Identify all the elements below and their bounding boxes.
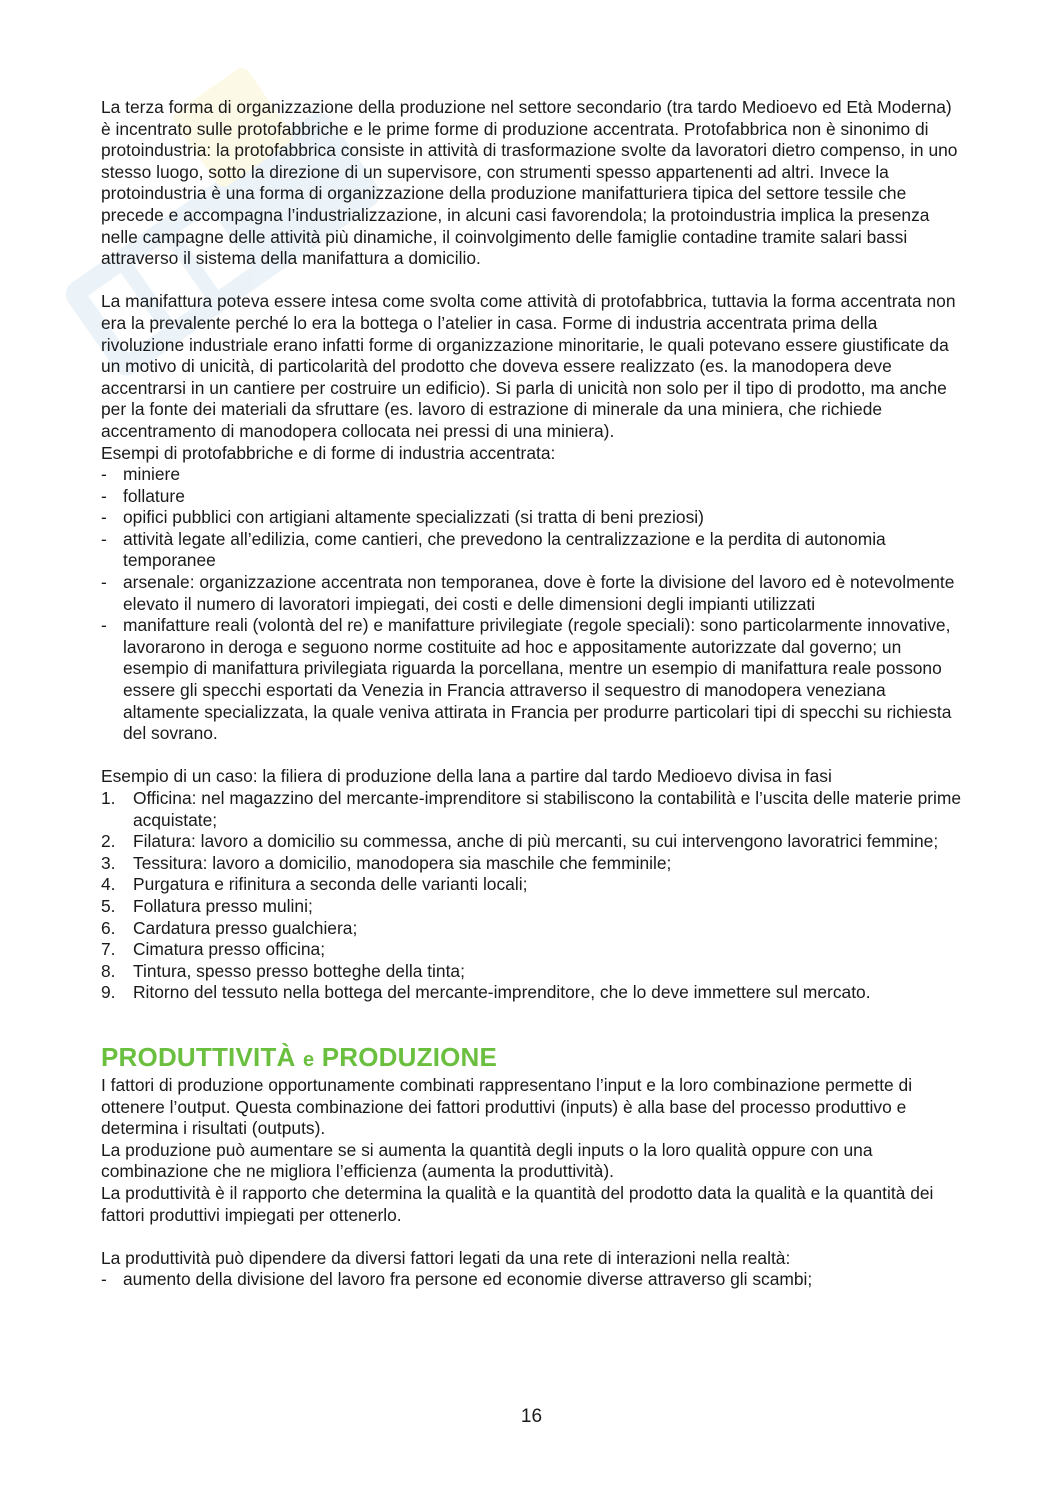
- list-item-text: Ritorno del tessuto nella bottega del mercante-imprenditore, che lo deve immettere sul mercato.: [133, 982, 871, 1003]
- list-item: - follature: [101, 486, 963, 508]
- list-number: 1.: [101, 788, 116, 808]
- paragraph-protofabbriche: La terza forma di organizzazione della produzione nel settore secondario (tra tardo Medioevo ed Età Moderna) è incentrato sulle protofabbriche e le prime forme di produzione accentrata. Protofabbrica non è sinonimo di protoindustria: la protofabbrica consiste in attività di trasformazione svolte da lavoratori dietro compenso, in uno stesso luogo, sotto la direzione di un supervisore, con strumenti spesso appartenenti ad altri. Invece la protoindustria è una forma di organizzazione della produzione manifatturiera tipica del settore tessile che precede e accompagna l’industrializzazione, in alcuni casi favorendola; la protoindustria implica la presenza nelle campagne delle attività più dinamiche, il coinvolgimento delle famiglie contadine tramite salari bassi attraverso il sistema della manifattura a domicilio.: [101, 97, 958, 269]
- list-item: [101, 853, 963, 875]
- paragraph-filiera-intro: Esempio di un caso: la filiera di produzione della lana a partire dal tardo Medioevo divisa in fasi: [101, 766, 832, 787]
- list-item: [101, 918, 963, 940]
- section-heading: [101, 1042, 963, 1075]
- list-number: 2.: [101, 831, 116, 852]
- list-number: 3.: [101, 852, 116, 873]
- section-heading-part: e: [302, 1048, 315, 1071]
- list-item: - arsenale: organizzazione accentrata non temporanea, dove è forte la divisione del lavoro ed è notevolmente elevato il numero di lavoratori impiegati, dei costi e delle dimensioni degli impianti utilizzati: [101, 572, 963, 615]
- page-number: 16: [520, 1406, 543, 1427]
- list-number: 4.: [101, 874, 116, 895]
- list-item-text: Filatura: lavoro a domicilio su commessa, anche di più mercanti, su cui intervengono lavoratrici femmine;: [133, 831, 939, 852]
- list-item-text: Cardatura presso gualchiera;: [133, 917, 358, 938]
- section-heading-part: PRODUTTIVITÀ: [101, 1041, 296, 1072]
- list-item: - miniere: [101, 464, 963, 486]
- fattori-list: [101, 1269, 963, 1291]
- list-number: 9.: [101, 982, 116, 1003]
- paragraph-fattori-intro: La produttività può dipendere da diversi fattori legati da una rete di interazioni nella realtà:: [101, 1247, 791, 1268]
- paragraph-produttivita: La produttività è il rapporto che determina la qualità e la quantità del prodotto data la qualità e la quantità dei fattori produttivi impiegati per ottenerlo.: [101, 1182, 934, 1225]
- document-body: [101, 97, 963, 1291]
- list-item: - manifatture reali (volontà del re) e manifatture privilegiate (regole speciali): sono particolarmente innovative, lavorarono in deroga e seguono norme costituite ad hoc e appositamente autorizzate dal governo; un esempio di manifattura privilegiata riguarda la porcellana, mentre un esempio di manifattura reale possono essere gli specchi esportati da Venezia in Francia attraverso il sequestro di manodopera veneziana altamente specializzata, la quale veniva attirata in Francia per produrre particolari tipi di specchi su richiesta del sovrano.: [101, 615, 963, 745]
- list-item: [101, 831, 963, 853]
- list-number: 7.: [101, 939, 116, 960]
- paragraph-produzione: La produzione può aumentare se si aumenta la quantità degli inputs o la loro qualità oppure con una combinazione che ne migliora l’efficienza (aumenta la produttività).: [101, 1139, 873, 1182]
- list-number: 5.: [101, 895, 116, 916]
- paragraph-examples-intro: Esempi di protofabbriche e di forme di industria accentrata:: [101, 442, 556, 463]
- list-item: - opifici pubblici con artigiani altamente specializzati (si tratta di beni preziosi): [101, 507, 963, 529]
- list-item-text: Tessitura: lavoro a domicilio, manodopera sia maschile che femminile;: [133, 852, 672, 873]
- list-item: - aumento della divisione del lavoro fra persone ed economie diverse attraverso gli scambi;: [101, 1269, 963, 1291]
- list-number: 6.: [101, 917, 116, 938]
- examples-list: [101, 464, 963, 745]
- list-item-text: Follatura presso mulini;: [133, 895, 313, 916]
- list-item: [101, 788, 963, 831]
- list-item: [101, 982, 963, 1004]
- list-item: [101, 961, 963, 983]
- list-item-text: Tintura, spesso presso botteghe della tinta;: [133, 960, 465, 981]
- filiera-steps-list: [101, 788, 963, 1004]
- list-item: [101, 896, 963, 918]
- list-item: [101, 939, 963, 961]
- paragraph-manifattura: La manifattura poteva essere intesa come svolta come attività di protofabbrica, tuttavia la forma accentrata non era la prevalente perché lo era la bottega o l’atelier in casa. Forme di industria accentrata prima della rivoluzione industriale erano infatti forme di organizzazione minoritarie, le quali potevano essere giustificate da un motivo di unicità, di particolarità del prodotto che doveva essere realizzato (es. la manodopera deve accentrarsi in un cantiere per costruire un edificio). Si parla di unicità non solo per il tipo di prodotto, ma anche per la fonte dei materiali da sfruttare (es. lavoro di estrazione di minerale da una miniera, che richiede accentramento di manodopera collocata nei pressi di una miniera).: [101, 291, 956, 441]
- list-item: - attività legate all’edilizia, come cantieri, che prevedono la centralizzazione e la perdita di autonomia temporanee: [101, 529, 963, 572]
- paragraph-fattori: I fattori di produzione opportunamente combinati rappresentano l’input e la loro combinazione permette di ottenere l’output. Questa combinazione dei fattori produttivi (inputs) è alla base del processo produttivo e determina i risultati (outputs).: [101, 1074, 913, 1139]
- list-item-text: Purgatura e rifinitura a seconda delle varianti locali;: [133, 874, 528, 895]
- section-heading-part: PRODUZIONE: [321, 1041, 498, 1072]
- list-item-text: Officina: nel magazzino del mercante-imprenditore si stabiliscono la contabilità e l’uscita delle materie prime acquistate;: [133, 788, 962, 830]
- list-number: 8.: [101, 960, 116, 981]
- list-item-text: Cimatura presso officina;: [133, 939, 326, 960]
- list-item: [101, 874, 963, 896]
